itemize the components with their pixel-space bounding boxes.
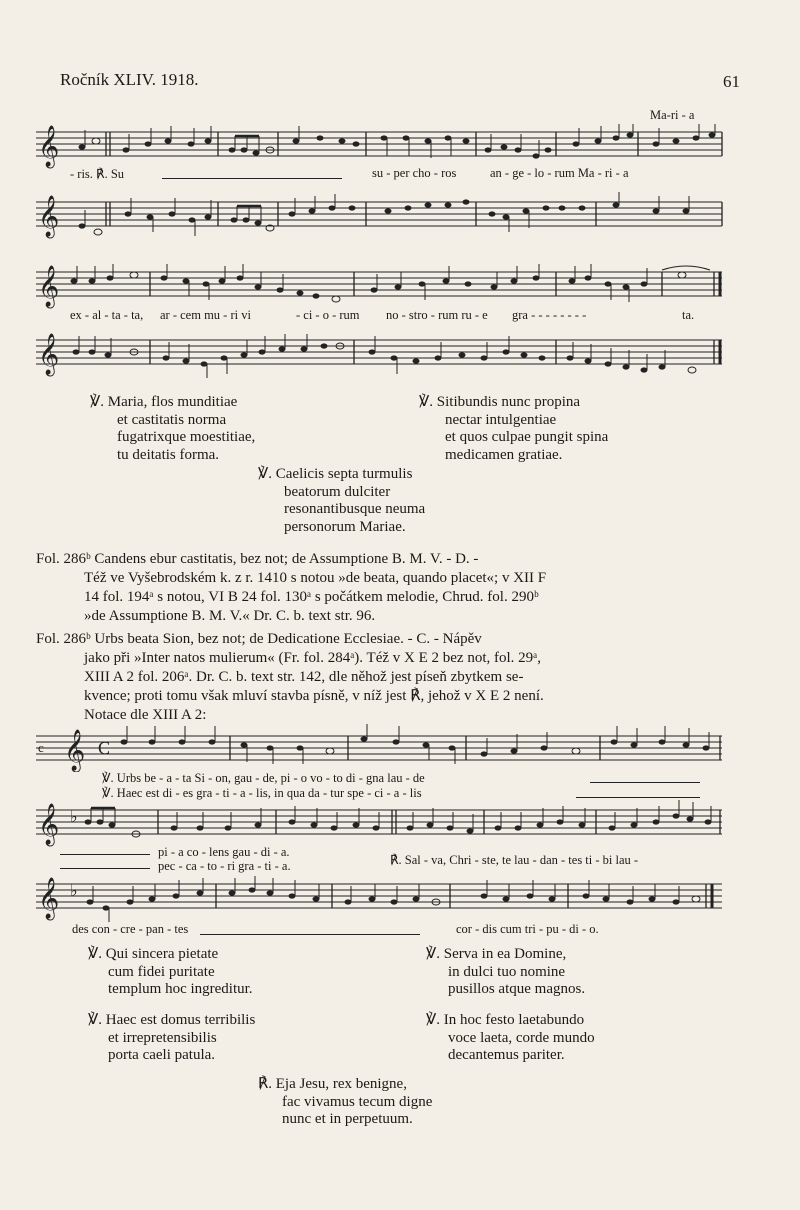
melisma-line (60, 868, 150, 869)
lyric-pia-colens: pi - a co - lens gau - di - a. (158, 845, 290, 859)
verse-line: personorum Mariae. (284, 518, 406, 535)
verse-line: ℟. Eja Jesu, rex benigne, (258, 1076, 407, 1092)
verse-line: ℣. Maria, flos munditiae (90, 394, 238, 410)
verse-sitibundis (419, 394, 608, 464)
verse-line: templum hoc ingreditur. (108, 981, 253, 997)
paragraph-line: Též ve Vyšebrodském k. z r. 1410 s notou »de beata, quando placet«; v XII F (84, 570, 547, 586)
staff-3a (36, 724, 726, 772)
lyric-2a-6: ta. (682, 308, 695, 322)
staff-3b (36, 800, 726, 848)
verse-line: nunc et in perpetuum. (282, 1111, 413, 1127)
staff-2b (36, 330, 726, 386)
lyric-2a-5: gra - - - - - - - - (512, 308, 587, 322)
verse-line: fac vivamus tecum digne (282, 1093, 433, 1110)
treble-clef-icon: 𝄞 (38, 334, 60, 375)
lyric-des-concrepantes: des con - cre - pan - tes (72, 922, 189, 936)
verse-line: et irrepretensibilis (108, 1029, 217, 1046)
verse-line: decantemus pariter. (448, 1047, 565, 1063)
verse-qui-sincera (88, 946, 253, 999)
paragraph-line: Notace dle XIII A 2: (84, 707, 207, 723)
paragraph-line: 14 fol. 194ᵃ s notou, VI B 24 fol. 130ᵃ s počátkem melodie, Chrud. fol. 290ᵇ (84, 589, 539, 605)
paragraph-urbs-beata (36, 630, 736, 725)
paragraph-candens-ebur (36, 550, 736, 626)
melisma-line (590, 782, 700, 783)
verse-line: ℣. Serva in ea Domine, (426, 946, 567, 962)
verse-maria-flos (90, 394, 255, 464)
staff-1b (36, 192, 726, 246)
verse-line: cum fidei puritate (108, 963, 215, 980)
running-header: Ročník XLIV. 1918. (60, 70, 199, 89)
verse-eja-jesu (258, 1076, 432, 1129)
svg-text:C: C (98, 738, 111, 758)
verse-line: pusillos atque magnos. (448, 981, 586, 997)
treble-clef-icon: 𝄞 (38, 266, 60, 307)
verse-line: fugatrixque moestitiae, (117, 429, 256, 445)
verse-line: et quos culpae pungit spina (445, 429, 609, 445)
treble-clef-icon: 𝄞 (38, 804, 60, 845)
treble-clef-icon: 𝄞 (38, 878, 60, 919)
verse-serva (426, 946, 585, 999)
treble-clef-icon: 𝄞 (38, 196, 60, 237)
verse-caelicis (258, 466, 425, 536)
paragraph-line: XIII A 2 fol. 206ᵃ. Dr. C. b. text str. 142, dle něhož jest píseň zbytkem se- (84, 669, 524, 685)
treble-clef-icon: 𝄞 (64, 730, 86, 771)
verse-line: in dulci tuo nomine (448, 963, 566, 980)
verse-line: nectar intulgentiae (445, 411, 557, 428)
treble-clef-icon: 𝄞 (38, 126, 60, 167)
verse-in-hoc-festo (426, 1012, 595, 1065)
melisma-line (60, 854, 150, 855)
staff-3c (36, 876, 726, 922)
lyric-2a-2: ar - cem mu - ri vi (160, 308, 251, 322)
lyric-2a-3: - ci - o - rum (296, 308, 360, 322)
lyric-urbs-beata: ℣. Urbs be - a - ta Si - on, gau - de, pi - o vo - to di - gna lau - de (102, 771, 425, 785)
verse-line: ℣. Haec est domus terribilis (88, 1012, 256, 1028)
verse-line: porta caeli patula. (108, 1047, 216, 1063)
lyric-1a-2: su - per cho - ros (372, 166, 457, 180)
verse-line: voce laeta, corde mundo (448, 1029, 595, 1046)
page-number: 61 (723, 72, 740, 91)
lyric-2a-1: ex - al - ta - ta, (70, 308, 144, 322)
svg-text:c: c (38, 740, 44, 755)
lyric-2a-4: no - stro - rum ru - e (386, 308, 488, 322)
verse-line: tu deitatis forma. (117, 446, 220, 463)
verse-line: ℣. Caelicis septa turmulis (258, 466, 413, 482)
lyric-cordis: cor - dis cum tri - pu - di - o. (456, 922, 599, 936)
verse-line: beatorum dulciter (284, 483, 391, 500)
flat-icon: ♭ (70, 807, 78, 826)
verse-line: ℣. Qui sincera pietate (88, 946, 219, 962)
melisma-line (162, 178, 342, 179)
lyric-1a-3: an - ge - lo - rum Ma - ri - a (490, 166, 629, 180)
lyric-salva-christe: ℟. Sal - va, Chri - ste, te lau - dan - tes ti - bi lau - (390, 853, 639, 867)
paragraph-line: Fol. 286ᵇ Candens ebur castitatis, bez not; de Assumptione B. M. V. - D. - (36, 551, 479, 567)
verse-haec-est-domus (88, 1012, 255, 1065)
verse-line: et castitatis norma (117, 411, 227, 428)
melisma-line (576, 797, 700, 798)
lyric-maria: Ma-ri - a (650, 108, 695, 122)
flat-icon: ♭ (70, 881, 78, 900)
verse-line: ℣. Sitibundis nunc propina (419, 394, 581, 410)
verse-line: medicamen gratiae. (445, 446, 563, 463)
verse-line: resonantibusque neuma (284, 501, 426, 517)
lyric-peccatori: pec - ca - to - ri gra - ti - a. (158, 859, 291, 873)
melisma-line (200, 934, 420, 935)
lyric-haec-est-dies: ℣. Haec est di - es gra - ti - a - lis, in qua da - tur spe - ci - a - lis (102, 786, 422, 800)
paragraph-line: kvence; proti tomu však mluví stavba písně, v níž jest ℟, jehož v X E 2 není. (84, 688, 544, 704)
paragraph-line: jako při »Inter natos mulierum« (Fr. fol. 284ᵃ). Též v X E 2 bez not, fol. 29ᵃ, (84, 650, 542, 666)
paragraph-line: Fol. 286ᵇ Urbs beata Sion, bez not; de Dedicatione Ecclesiae. - C. - Nápěv (36, 631, 482, 647)
lyric-1a-1: - ris. ℟. Su (70, 167, 125, 181)
paragraph-line: »de Assumptione B. M. V.« Dr. C. b. text str. 96. (84, 608, 376, 624)
verse-line: ℣. In hoc festo laetabundo (426, 1012, 585, 1028)
